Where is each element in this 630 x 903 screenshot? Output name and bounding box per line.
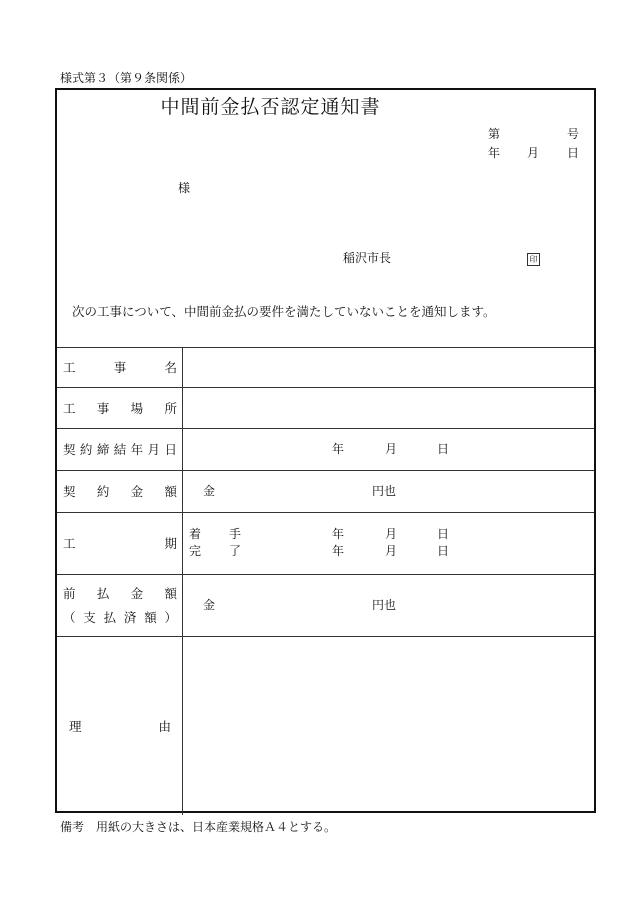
number-suffix: 号 [567, 127, 580, 141]
date-month: 月 [527, 146, 540, 160]
number-prefix: 第 [488, 127, 501, 141]
period-end-char2: 了 [229, 544, 242, 558]
advance-amount-suffix: 円也 [372, 598, 397, 612]
period-end-month: 月 [385, 544, 398, 558]
footnote: 備考 用紙の大きさは、日本産業規格Ａ４とする。 [60, 820, 337, 834]
period-start-char2: 手 [229, 527, 242, 541]
period-end-year: 年 [332, 544, 345, 558]
recipient-honorific: 様 [178, 181, 191, 195]
contract-amount-prefix: 金 [203, 484, 216, 498]
label-advance-amount-line2: （ 支 払 済 額 ） [63, 610, 177, 625]
period-end-char1: 完 [189, 544, 202, 558]
label-advance-amount-line1: 前 払 金 額 [63, 586, 177, 601]
date-day: 日 [567, 146, 580, 160]
advance-amount-prefix: 金 [203, 598, 216, 612]
period-start-month: 月 [385, 527, 398, 541]
date-year: 年 [488, 146, 501, 160]
contract-day: 日 [437, 442, 450, 456]
label-contract-amount: 契 約 金 額 [63, 484, 177, 499]
label-work-location: 工 事 場 所 [63, 400, 177, 416]
column-divider [182, 347, 183, 815]
period-start-day: 日 [437, 527, 450, 541]
contract-amount-suffix: 円也 [372, 484, 397, 498]
seal-mark: 印 [527, 253, 540, 266]
period-start-char1: 着 [189, 527, 202, 541]
contract-month: 月 [385, 442, 398, 456]
document-title: 中間前金払否認定通知書 [160, 96, 381, 118]
issuer-name: 稲沢市長 [343, 251, 392, 265]
period-end-day: 日 [437, 544, 450, 558]
label-contract-date: 契 約 締 結 年 月 日 [63, 442, 177, 457]
notice-text: 次の工事について、中間前金払の要件を満たしていないことを通知します。 [72, 304, 496, 319]
contract-year: 年 [332, 442, 345, 456]
form-frame [55, 88, 596, 813]
label-construction-period: 工 期 [63, 536, 177, 551]
period-start-year: 年 [332, 527, 345, 541]
form-number-label: 様式第３（第９条関係） [60, 71, 193, 85]
label-advance-amount [63, 574, 177, 636]
label-reason: 理 由 [69, 718, 171, 734]
label-work-name: 工 事 名 [63, 360, 177, 375]
